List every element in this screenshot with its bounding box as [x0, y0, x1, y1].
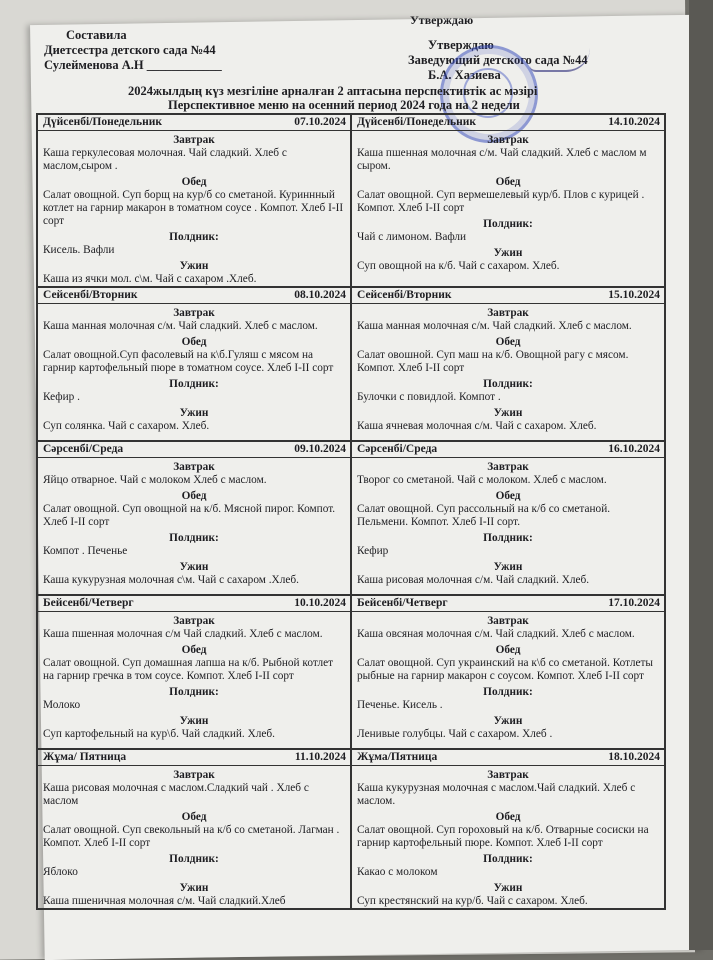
dinner-text: Суп овощной на к/б. Чай с сахаром. Хлеб. — [357, 260, 560, 272]
day-cell — [351, 749, 665, 909]
day-date: 15.10.2024 — [608, 289, 660, 301]
lunch-label: Обед — [495, 336, 521, 348]
breakfast-text: Каша пшенная молочная с/м Чай сладкий. Хлеб с маслом. — [43, 628, 323, 640]
day-name: Сейсенбі/Вторник — [357, 289, 452, 301]
lunch-label: Обед — [495, 811, 521, 823]
breakfast-label: Завтрак — [487, 134, 529, 146]
lunch-text: Салат овошной. Суп маш на к/б. Овощной рагу с мясом. Компот. Хлеб I-II сорт — [357, 349, 629, 374]
day-date: 08.10.2024 — [294, 289, 346, 301]
dinner-label: Ужин — [179, 260, 209, 272]
breakfast-text: Каша овсяная молочная с/м. Чай сладкий. Хлеб с маслом. — [357, 628, 635, 640]
day-name: Жұма/ Пятница — [43, 751, 127, 763]
lunch-text: Салат овощной.Суп фасолевый на к\б.Гуляш с мясом на гарнир картофельный пюре в томатном соусе. Хлеб I-II сорт — [43, 349, 334, 374]
menu-table — [36, 113, 666, 910]
dinner-text: Каша ячневая молочная с/м. Чай с сахаром. Хлеб. — [357, 420, 597, 432]
snack-label: Полдник: — [169, 231, 219, 243]
compiled-by-block — [44, 28, 222, 73]
lunch-label: Обед — [495, 644, 521, 656]
snack-label: Полдник: — [169, 532, 219, 544]
day-header — [352, 750, 664, 766]
day-cell — [351, 441, 665, 595]
day-name: Жұма/Пятница — [357, 751, 438, 763]
dinner-label: Ужин — [179, 561, 209, 573]
dinner-label: Ужин — [493, 882, 523, 894]
day-date: 17.10.2024 — [608, 597, 660, 609]
snack-text: Яблоко — [43, 866, 78, 878]
day-date: 16.10.2024 — [608, 443, 660, 455]
day-header — [352, 442, 664, 458]
snack-label: Полдник: — [483, 686, 533, 698]
dinner-label: Ужин — [493, 247, 523, 259]
breakfast-text: Каша манная молочная с/м. Чай сладкий. Хлеб с маслом. — [357, 320, 632, 332]
title-kazakh: 2024жылдың күз мезгіліне арналған 2 аптасына перспективтік ас мәзірі — [128, 84, 538, 98]
breakfast-text: Каша рисовая молочная с маслом.Сладкий чай . Хлеб с маслом — [43, 782, 309, 807]
day-name: Сәрсенбі/Среда — [357, 443, 438, 455]
breakfast-label: Завтрак — [173, 615, 215, 627]
compiler-position: Диетсестра детского сада №44 — [44, 43, 216, 57]
day-cell — [351, 114, 665, 287]
lunch-text: Салат овощной. Суп свекольный на к/б со сметаной. Лагман . Компот. Хлеб I-II сорт — [43, 824, 340, 849]
day-name: Дүйсенбі/Понедельник — [357, 116, 477, 128]
dinner-label: Ужин — [179, 715, 209, 727]
day-name: Бейсенбі/Четверг — [43, 597, 134, 609]
snack-text: Кефир — [357, 545, 389, 557]
breakfast-label: Завтрак — [173, 769, 215, 781]
lunch-text: Салат овощной. Суп гороховый на к/б. Отварные сосиски на гарнир картофельный пюре. Компот. Хлеб I-II сорт — [357, 824, 649, 849]
lunch-text: Салат овощной. Суп рассольный на к/б со сметаной. Пельмени. Компот. Хлеб I-II сорт. — [357, 503, 611, 528]
day-cell — [37, 749, 351, 909]
snack-text: Чай с лимоном. Вафли — [357, 231, 467, 243]
day-header — [352, 596, 664, 612]
dinner-text: Суп картофельный на кур\б. Чай сладкий. Хлеб. — [43, 728, 275, 740]
dinner-label: Ужин — [493, 561, 523, 573]
breakfast-text: Творог со сметаной. Чай с молоком. Хлеб с маслом. — [357, 474, 607, 486]
approver-name: Б.А. Хазиева — [428, 68, 501, 82]
breakfast-label: Завтрак — [173, 307, 215, 319]
dinner-text: Суп крестянский на кур/б. Чай с сахаром. Хлеб. — [357, 895, 588, 907]
day-name: Дүйсенбі/Понедельник — [43, 116, 163, 128]
breakfast-label: Завтрак — [487, 615, 529, 627]
lunch-label: Обед — [181, 811, 207, 823]
day-date: 18.10.2024 — [608, 751, 660, 763]
breakfast-text: Каша пшенная молочная с/м. Чай сладкий. Хлеб с маслом м сыром. — [357, 147, 647, 172]
dinner-label: Ужин — [493, 407, 523, 419]
snack-label: Полдник: — [169, 853, 219, 865]
day-header — [38, 596, 350, 612]
snack-label: Полдник: — [483, 532, 533, 544]
dinner-text: Каша кукурузная молочная с\м. Чай с сахаром .Хлеб. — [43, 574, 299, 586]
day-header — [352, 115, 664, 131]
breakfast-text: Каша манная молочная с/м. Чай сладкий. Хлеб с маслом. — [43, 320, 318, 332]
dinner-label: Ужин — [179, 882, 209, 894]
lunch-text: Салат овощной. Суп вермешелевый кур/б. Плов с курицей . Компот. Хлеб I-II сорт — [357, 189, 645, 214]
table-surface — [689, 0, 713, 950]
day-cell — [37, 114, 351, 287]
breakfast-label: Завтрак — [487, 769, 529, 781]
lunch-label: Обед — [495, 490, 521, 502]
lunch-text: Салат овощной. Суп овощной на к/б. Мясной пирог. Компот. Хлеб I-II сорт — [43, 503, 336, 528]
snack-label: Полдник: — [169, 378, 219, 390]
snack-label: Полдник: — [169, 686, 219, 698]
breakfast-label: Завтрак — [487, 307, 529, 319]
dinner-label: Ужин — [493, 715, 523, 727]
title-russian: Перспективное меню на осенний период 2024 года на 2 недели — [168, 98, 520, 112]
compiler-name: Сулейменова А.Н ____________ — [44, 58, 222, 72]
snack-text: Какао с молоком — [357, 866, 438, 878]
approver-position: Заведующий детского сада №44 — [408, 53, 588, 67]
back-sheet-approve: Утверждаю — [410, 13, 474, 27]
approve-label: Утверждаю — [428, 38, 494, 52]
day-cell — [37, 441, 351, 595]
lunch-label: Обед — [181, 490, 207, 502]
snack-text: Молоко — [43, 699, 81, 711]
day-name: Сейсенбі/Вторник — [43, 289, 138, 301]
day-header — [38, 288, 350, 304]
snack-text: Печенье. Кисель . — [357, 699, 443, 711]
day-header — [38, 115, 350, 131]
compiled-by-label: Составила — [66, 28, 127, 42]
snack-text: Кисель. Вафли — [43, 244, 115, 256]
lunch-text: Салат овощной. Суп украинский на к\б со сметаной. Котлеты рыбные на гарнир макарон с соусом. Компот. Хлеб I-II сорт — [357, 657, 654, 682]
lunch-text: Салат овощной. Суп домашная лапша на к/б. Рыбной котлет на гарнир гречка в том соусе. Компот. Хлеб I-II сорт — [43, 657, 334, 682]
breakfast-text: Каша кукурузная молочная с маслом.Чай сладкий. Хлеб с маслом. — [357, 782, 636, 807]
lunch-label: Обед — [181, 176, 207, 188]
lunch-label: Обед — [181, 644, 207, 656]
day-name: Сәрсенбі/Среда — [43, 443, 124, 455]
breakfast-label: Завтрак — [487, 461, 529, 473]
day-cell — [351, 595, 665, 749]
day-header — [38, 750, 350, 766]
snack-text: Кефир . — [43, 391, 80, 403]
breakfast-text: Яйцо отварное. Чай с молоком Хлеб с маслом. — [43, 474, 267, 486]
breakfast-label: Завтрак — [173, 461, 215, 473]
lunch-label: Обед — [181, 336, 207, 348]
day-date: 14.10.2024 — [608, 116, 660, 128]
dinner-text: Каша из ячки мол. с\м. Чай с сахаром .Хлеб. — [43, 273, 257, 285]
snack-text: Компот . Печенье — [43, 545, 128, 557]
day-date: 09.10.2024 — [294, 443, 346, 455]
lunch-label: Обед — [495, 176, 521, 188]
dinner-label: Ужин — [179, 407, 209, 419]
snack-text: Булочки с повидлой. Компот . — [357, 391, 501, 403]
dinner-text: Суп солянка. Чай с сахаром. Хлеб. — [43, 420, 210, 432]
day-date: 11.10.2024 — [294, 751, 346, 763]
day-name: Бейсенбі/Четверг — [357, 597, 448, 609]
snack-label: Полдник: — [483, 378, 533, 390]
day-header — [352, 288, 664, 304]
day-date: 07.10.2024 — [294, 116, 346, 128]
day-cell — [351, 287, 665, 441]
breakfast-text: Каша геркулесовая молочная. Чай сладкий. Хлеб с маслом,сыром . — [43, 147, 287, 172]
day-cell — [37, 287, 351, 441]
dinner-text: Каша пшеничная молочная с/м. Чай сладкий.Хлеб — [43, 895, 286, 907]
day-header — [38, 442, 350, 458]
breakfast-label: Завтрак — [173, 134, 215, 146]
snack-label: Полдник: — [483, 853, 533, 865]
lunch-text: Салат овощной. Суп борщ на кур/б со сметаной. Куриннный котлет на гарнир макарон в томатном соусе . Компот. Хлеб I-II сорт — [43, 189, 344, 227]
dinner-text: Каша рисовая молочная с/м. Чай сладкий. Хлеб. — [357, 574, 590, 586]
day-cell — [37, 595, 351, 749]
day-date: 10.10.2024 — [294, 597, 346, 609]
snack-label: Полдник: — [483, 218, 533, 230]
dinner-text: Ленивые голубцы. Чай с сахаром. Хлеб . — [357, 728, 553, 740]
